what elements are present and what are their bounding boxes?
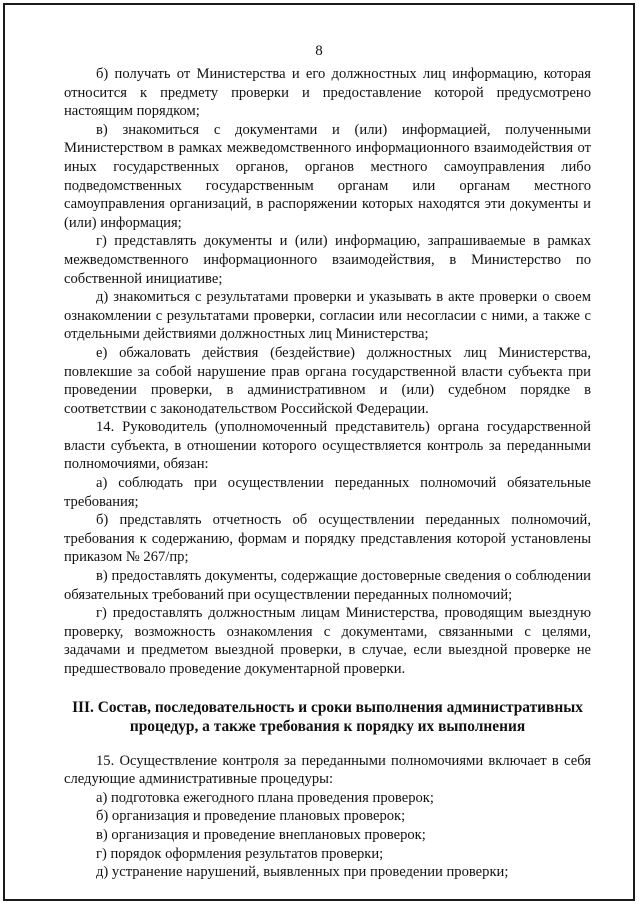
list-item: д) устранение нарушений, выявленных при проведении проверки; (96, 864, 509, 881)
paragraph-14g: г) предоставлять должностным лицам Министерства, проводящим выездную проверку, возможность ознакомления с документами, связанными с целями, задачами и предметом выездной проверки, в случае, если выездной проверке не предшествовало проведение документарной проверки. (64, 605, 591, 677)
paragraph-14b: б) представлять отчетность об осуществлении переданных полномочий, требования к содержанию, формам и порядку представления которой установлены приказом № 267/пр; (64, 512, 591, 566)
paragraph-14a: а) соблюдать при осуществлении переданных полномочий обязательные требования; (64, 475, 591, 510)
page-number: 8 (315, 43, 323, 59)
section-heading (64, 698, 591, 736)
paragraph-13e: е) обжаловать действия (бездействие) должностных лиц Министерства, повлекшие за собой нарушение прав органа государственной власти субъекта при проведении проверки, в административном и (или) судебном порядке в соответствии с законодательством Российской Федерации. (64, 344, 591, 417)
paragraph-14v: в) предоставлять документы, содержащие достоверные сведения о соблюдении обязательных требований при осуществлении переданных полномочий; (64, 568, 591, 603)
paragraph-13v: в) знакомиться с документами и (или) информацией, полученными Министерством в рамках межведомственного информационного взаимодействия от иных государственных органов, органов местного самоуправления либо подведомственных государственным органам или органам местного самоуправления организаций, в распоряжении которых находятся эти документы и (или) информация; (64, 121, 591, 231)
document-body (64, 65, 591, 882)
paragraph-15: 15. Осуществление контроля за переданными полномочиями включает в себя следующие административные процедуры: (64, 752, 591, 788)
section-heading-line-2: процедур, а также требования к порядку их выполнения (129, 717, 526, 735)
section-heading-line-1: III. Состав, последовательность и сроки выполнения административных (72, 698, 583, 716)
list-item: в) организация и проведение внеплановых проверок; (96, 826, 426, 843)
paragraph-13g: г) представлять документы и (или) информацию, запрашиваемые в рамках межведомственного информационного взаимодействия, в Министерство по собственной инициативе; (64, 233, 591, 287)
list-item: б) организация и проведение плановых проверок; (96, 808, 406, 825)
paragraph-13b: б) получать от Министерства и его должностных лиц информацию, которая относится к предмету проверки и предоставление которой предусмотрено настоящим порядком; (64, 66, 591, 120)
paragraph-13d: д) знакомиться с результатами проверки и указывать в акте проверки о своем ознакомлении с результатами проверки, согласии или несогласии с ними, а также с отдельными действиями должностных лиц Министерства; (64, 289, 591, 343)
procedures-list (64, 752, 591, 882)
paragraph-14: 14. Руководитель (уполномоченный представитель) органа государственной власти субъекта, в отношении которого осуществляется контроль за переданными полномочиями, обязан: (64, 419, 591, 473)
document-page (3, 3, 635, 901)
list-item: г) порядок оформления результатов проверки; (96, 845, 384, 862)
list-item: а) подготовка ежегодного плана проведения проверок; (96, 789, 434, 806)
